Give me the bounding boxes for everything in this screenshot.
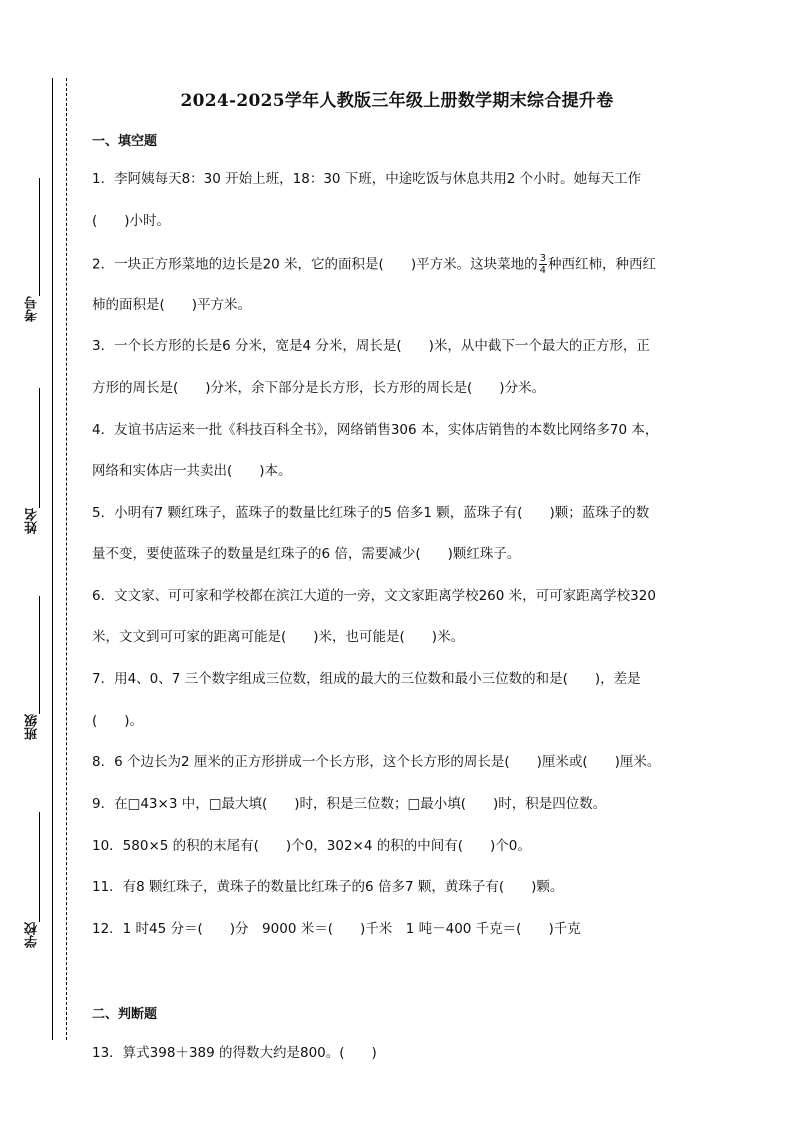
question-7-line-2: ( )。	[92, 713, 144, 729]
field-kaohao	[20, 178, 44, 322]
question-2-line-1	[92, 253, 708, 276]
page-title: 2024-2025学年人教版三年级上册数学期末综合提升卷	[180, 91, 614, 111]
field-xingming	[20, 388, 44, 534]
question-6-line-2: 米，文文到可可家的距离可能是( )米，也可能是( )米。	[92, 629, 465, 645]
question-4-line-1: 4．友谊书店运来一批《科技百科全书》，网络销售306 本，实体店销售的本数比网络多70 本，	[92, 422, 659, 438]
question-5-line-1: 5．小明有7 颗红珠子，蓝珠子的数量比红珠子的5 倍多1 颗，蓝珠子有( )颗；蓝珠子的数	[92, 505, 650, 521]
question-2-text-post: 种西红柿，种西红	[547, 256, 656, 273]
question-10: 10．580×5 的积的末尾有( )个0，302×4 的积的中间有( )个0。	[92, 838, 531, 854]
question-3-line-1: 3．一个长方形的长是6 分米，宽是4 分米，周长是( )米，从中截下一个最大的正方形，正	[92, 338, 650, 354]
question-5-line-2: 量不变，要使蓝珠子的数量是红珠子的6 倍，需要减少( )颗红珠子。	[92, 546, 521, 562]
question-11: 11．有8 颗红珠子，黄珠子的数量比红珠子的6 倍多7 颗，黄珠子有( )颗。	[92, 879, 564, 895]
binding-margin	[0, 0, 80, 1123]
binding-line-dashed	[66, 78, 67, 1040]
question-8: 8．6 个边长为2 厘米的正方形拼成一个长方形，这个长方形的周长是( )厘米或( )厘米。	[92, 754, 661, 770]
question-3-line-2: 方形的周长是( )分米，余下部分是长方形，长方形的周长是( )分米。	[92, 380, 546, 396]
question-9: 9．在□43×3 中，□最大填( )时，积是三位数；□最小填( )时，积是四位数。	[92, 796, 607, 812]
field-xuexiao	[20, 812, 44, 948]
question-2-text-pre: 2．一块正方形菜地的边长是20 米，它的面积是( )平方米。这块菜地的	[92, 256, 538, 273]
section-fill-heading: 一、填空题	[92, 134, 158, 149]
question-2-line-2: 柿的面积是( )平方米。	[92, 297, 252, 313]
fraction	[539, 253, 547, 276]
section-judge-heading: 二、判断题	[92, 1007, 158, 1022]
field-banji	[20, 596, 44, 740]
field-xuexiao-underline	[39, 812, 40, 922]
field-banji-underline	[39, 596, 40, 714]
fraction-numerator: 3	[539, 253, 546, 264]
fraction-denominator: 4	[539, 265, 546, 276]
field-banji-label: 班级	[24, 714, 40, 740]
question-7-line-1: 7．用4、0、7 三个数字组成三位数，组成的最大的三位数和最小三位数的和是( )，差是	[92, 671, 641, 687]
question-1-line-2: ( )小时。	[92, 213, 171, 229]
question-1-line-1: 1．李阿姨每天8：30 开始上班，18：30 下班，中途吃饭与休息共用2 个小时。她每天工作	[92, 171, 642, 187]
field-kaohao-underline	[39, 178, 40, 296]
field-xingming-label: 姓名	[24, 508, 40, 534]
question-6-line-1: 6．文文家、可可家和学校都在滨江大道的一旁，文文家距离学校260 米，可可家距离学校320	[92, 588, 656, 604]
field-xuexiao-label: 学校	[24, 922, 40, 948]
field-xingming-underline	[39, 388, 40, 508]
field-kaohao-label: 考号	[24, 296, 40, 322]
question-4-line-2: 网络和实体店一共卖出( )本。	[92, 463, 292, 479]
question-13: 13．算式398＋389 的得数大约是800。( )	[92, 1045, 377, 1061]
question-12: 12．1 时45 分＝( )分 9000 米＝( )千米 1 吨－400 千克＝( )千克	[92, 921, 581, 937]
binding-line-solid	[52, 78, 53, 1040]
